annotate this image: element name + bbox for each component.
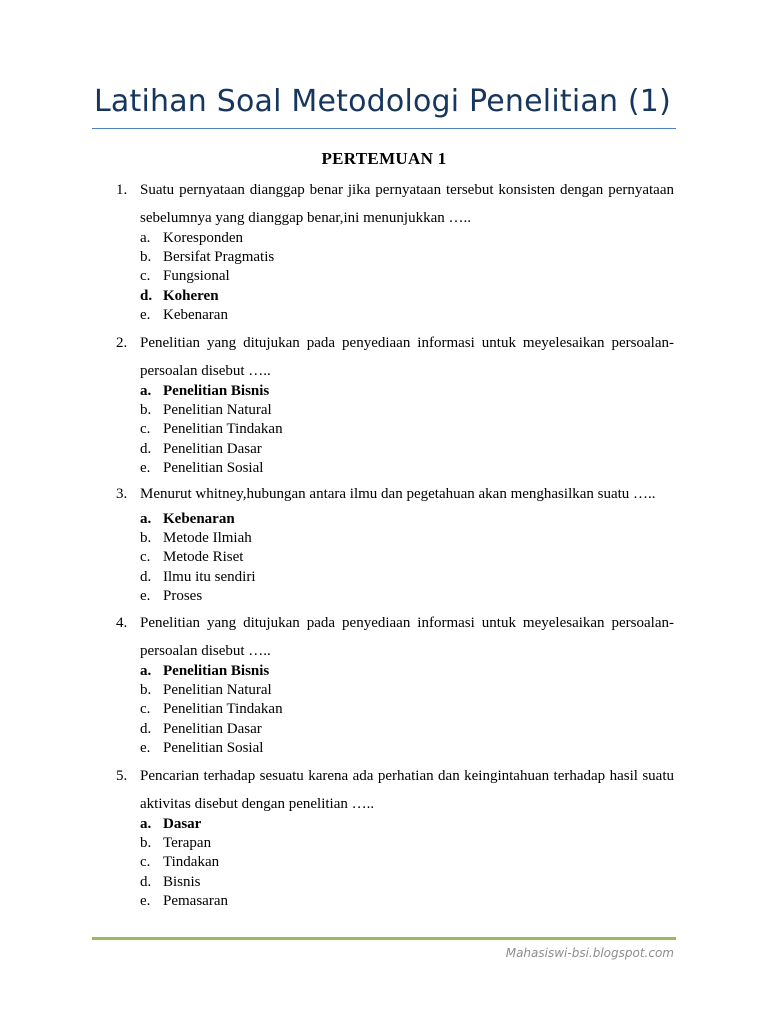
- option-c: [140, 420, 674, 439]
- option-b: [140, 529, 674, 548]
- option-e: [140, 306, 674, 325]
- option-letter: a.: [140, 230, 151, 246]
- option-letter: b.: [140, 402, 152, 419]
- document-title: Latihan Soal Metodologi Penelitian (1): [94, 84, 671, 119]
- option-e: [140, 587, 674, 606]
- option-letter: c.: [140, 421, 151, 438]
- section-heading: PERTEMUAN 1: [321, 149, 447, 168]
- option-a: [140, 382, 674, 401]
- option-letter: a.: [140, 816, 152, 832]
- option-letter: b.: [140, 835, 152, 852]
- option-letter: e.: [140, 459, 151, 476]
- options-list: [140, 510, 674, 606]
- options-list: [140, 662, 674, 758]
- option-text: Penelitian Natural: [163, 402, 272, 419]
- question-number: 2.: [116, 335, 128, 351]
- option-text: Terapan: [163, 835, 212, 852]
- option-text: Dasar: [163, 816, 202, 832]
- option-letter: a.: [140, 383, 152, 399]
- option-b: [140, 681, 674, 700]
- option-text: Proses: [163, 587, 203, 604]
- option-e: [140, 892, 674, 911]
- option-b: [140, 401, 674, 420]
- option-letter: a.: [140, 511, 152, 527]
- option-letter: e.: [140, 892, 151, 909]
- option-letter: c.: [140, 268, 151, 285]
- question-number: 5.: [116, 768, 128, 784]
- option-text: Bisnis: [163, 873, 201, 890]
- option-letter: b.: [140, 249, 152, 266]
- option-b: [140, 248, 674, 267]
- question-number: 4.: [116, 615, 128, 631]
- options-list: [140, 382, 674, 478]
- option-d: [140, 873, 674, 892]
- option-text: Kebenaran: [163, 306, 228, 323]
- option-letter: a.: [140, 663, 152, 679]
- option-c: [140, 548, 674, 567]
- question-text: Menurut whitney,hubungan antara ilmu dan pegetahuan akan menghasilkan suatu …..: [140, 486, 656, 502]
- question-text: Suatu pernyataan dianggap benar jika pernyataan tersebut konsisten dengan pernyataan sebelumnya yang dianggap benar,ini menunjukkan …..: [140, 182, 674, 226]
- question-text: Penelitian yang ditujukan pada penyediaan informasi untuk meyelesaikan persoalan-persoalan disebut …..: [140, 615, 674, 659]
- option-letter: d.: [140, 720, 152, 737]
- option-d: [140, 568, 674, 587]
- option-a: [140, 510, 674, 529]
- option-text: Penelitian Dasar: [163, 720, 262, 737]
- option-d: [140, 440, 674, 459]
- option-text: Fungsional: [163, 268, 230, 285]
- title-underline: [92, 128, 676, 129]
- options-list: [140, 229, 674, 325]
- option-text: Metode Ilmiah: [163, 530, 252, 547]
- question-number: 1.: [116, 182, 128, 198]
- option-c: [140, 267, 674, 286]
- option-letter: c.: [140, 701, 151, 718]
- option-letter: e.: [140, 306, 151, 323]
- option-text: Ilmu itu sendiri: [163, 568, 256, 585]
- option-a: [140, 815, 674, 834]
- option-text: Koheren: [163, 287, 219, 304]
- option-d: [140, 287, 674, 306]
- option-text: Penelitian Sosial: [163, 459, 264, 476]
- option-text: Koresponden: [163, 230, 243, 246]
- question-number: 3.: [116, 486, 128, 502]
- option-e: [140, 459, 674, 478]
- option-text: Kebenaran: [163, 511, 235, 527]
- option-text: Pemasaran: [163, 892, 228, 909]
- option-letter: b.: [140, 682, 152, 699]
- option-c: [140, 853, 674, 872]
- footer-divider: [92, 937, 676, 940]
- option-b: [140, 834, 674, 853]
- option-text: Penelitian Bisnis: [163, 383, 270, 399]
- option-text: Bersifat Pragmatis: [163, 249, 275, 266]
- option-text: Penelitian Natural: [163, 682, 272, 699]
- options-list: [140, 815, 674, 911]
- option-text: Metode Riset: [163, 549, 244, 566]
- option-letter: d.: [140, 440, 152, 457]
- option-text: Tindakan: [163, 854, 220, 871]
- option-text: Penelitian Tindakan: [163, 421, 283, 438]
- option-a: [140, 229, 674, 248]
- option-letter: d.: [140, 873, 152, 890]
- option-e: [140, 739, 674, 758]
- option-c: [140, 700, 674, 719]
- footer-blog-url: Mahasiswi-bsi.blogspot.com: [505, 946, 674, 960]
- question-text: Penelitian yang ditujukan pada penyediaan informasi untuk meyelesaikan persoalan-persoalan disebut …..: [140, 335, 674, 379]
- option-letter: c.: [140, 854, 151, 871]
- option-text: Penelitian Sosial: [163, 739, 264, 756]
- option-text: Penelitian Bisnis: [163, 663, 270, 679]
- option-letter: e.: [140, 587, 151, 604]
- option-a: [140, 662, 674, 681]
- option-letter: b.: [140, 530, 152, 547]
- option-letter: d.: [140, 568, 152, 585]
- option-text: Penelitian Dasar: [163, 440, 262, 457]
- option-letter: e.: [140, 739, 151, 756]
- option-letter: d.: [140, 287, 153, 304]
- option-text: Penelitian Tindakan: [163, 701, 283, 718]
- option-d: [140, 720, 674, 739]
- option-letter: c.: [140, 549, 151, 566]
- question-text: Pencarian terhadap sesuatu karena ada perhatian dan keingintahuan terhadap hasil suatu aktivitas disebut dengan penelitian …..: [140, 768, 674, 812]
